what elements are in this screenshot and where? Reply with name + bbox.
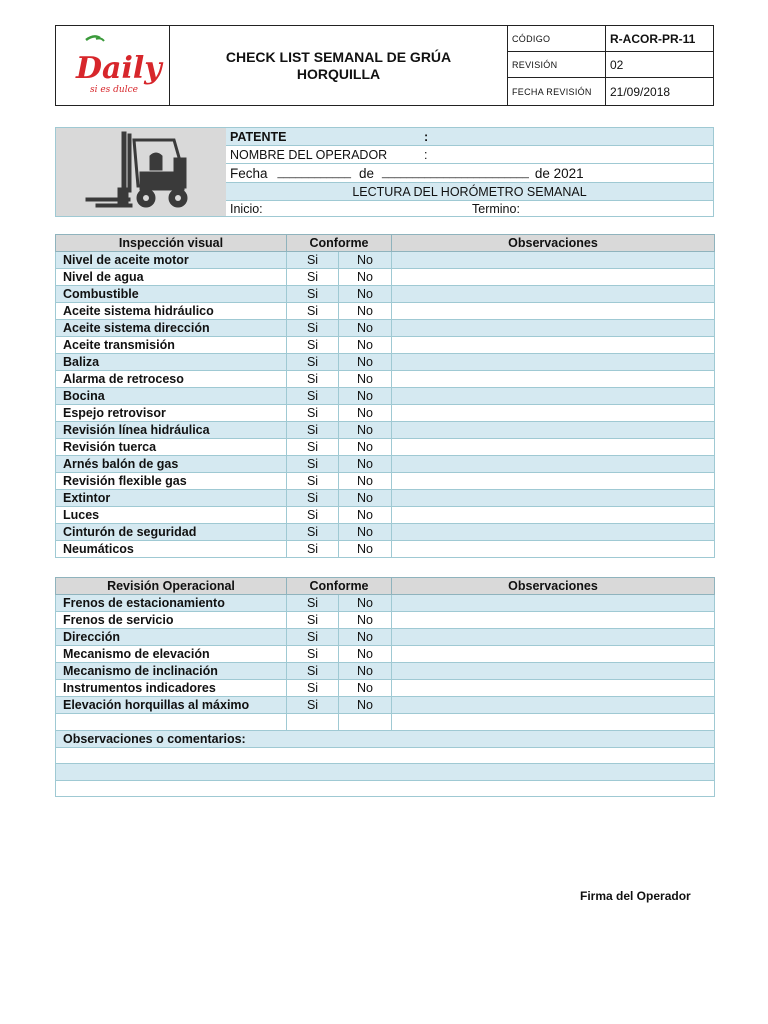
conforme-si-cell[interactable]: Si bbox=[287, 473, 339, 490]
fecha-year: de 2021 bbox=[534, 165, 584, 181]
operator-signature-label: Firma del Operador bbox=[580, 889, 691, 903]
comments-header-row bbox=[56, 730, 715, 747]
table-row bbox=[56, 507, 715, 524]
table-row bbox=[56, 490, 715, 507]
observaciones-cell[interactable] bbox=[392, 663, 715, 680]
table-row bbox=[56, 595, 715, 612]
checklist-item-label: Mecanismo de inclinación bbox=[56, 663, 287, 680]
conforme-si-cell[interactable]: Si bbox=[287, 595, 339, 612]
table-row bbox=[56, 714, 715, 731]
conforme-si-cell[interactable]: Si bbox=[287, 490, 339, 507]
comments-line[interactable] bbox=[56, 780, 715, 797]
forklift-icon bbox=[56, 128, 226, 216]
checklist-item-label: Nivel de aceite motor bbox=[56, 252, 287, 269]
observaciones-cell[interactable] bbox=[392, 697, 715, 714]
conforme-si-cell[interactable]: Si bbox=[287, 697, 339, 714]
table-row bbox=[56, 269, 715, 286]
logo-tagline: si es dulce bbox=[90, 85, 138, 95]
conforme-si-cell[interactable]: Si bbox=[287, 524, 339, 541]
checklist-item-label bbox=[56, 714, 287, 731]
table-header-row bbox=[56, 578, 715, 595]
fecha-row bbox=[226, 164, 713, 183]
termino-label: Termino: bbox=[472, 201, 520, 216]
conforme-si-cell[interactable]: Si bbox=[287, 629, 339, 646]
operador-label: NOMBRE DEL OPERADOR bbox=[230, 147, 388, 162]
document-meta bbox=[508, 26, 713, 105]
conforme-si-cell[interactable]: Si bbox=[287, 269, 339, 286]
document-header bbox=[55, 25, 714, 106]
meta-key: FECHA REVISIÓN bbox=[508, 78, 606, 105]
conforme-no-cell[interactable]: No bbox=[339, 388, 392, 405]
conforme-si-cell[interactable]: Si bbox=[287, 405, 339, 422]
conforme-si-cell[interactable]: Si bbox=[287, 337, 339, 354]
table-row bbox=[56, 422, 715, 439]
checklist-item-label: Espejo retrovisor bbox=[56, 405, 287, 422]
patente-label: PATENTE bbox=[230, 129, 287, 144]
table-row bbox=[56, 663, 715, 680]
checklist-item-label: Elevación horquillas al máximo bbox=[56, 697, 287, 714]
comments-line[interactable] bbox=[56, 747, 715, 764]
checklist-item-label: Frenos de estacionamiento bbox=[56, 595, 287, 612]
conforme-si-cell[interactable]: Si bbox=[287, 541, 339, 558]
meta-key: CÓDIGO bbox=[508, 26, 606, 51]
document-title: CHECK LIST SEMANAL DE GRÚA HORQUILLA bbox=[170, 26, 508, 105]
horometro-row bbox=[226, 183, 713, 201]
conforme-no-cell[interactable]: No bbox=[339, 629, 392, 646]
observaciones-cell[interactable] bbox=[392, 269, 715, 286]
conforme-no-cell[interactable]: No bbox=[339, 354, 392, 371]
checklist-item-label: Extintor bbox=[56, 490, 287, 507]
column-header-observaciones: Observaciones bbox=[392, 235, 715, 252]
observaciones-cell[interactable] bbox=[392, 337, 715, 354]
observaciones-cell[interactable] bbox=[392, 490, 715, 507]
checklist-item-label: Baliza bbox=[56, 354, 287, 371]
checklist-item-label: Alarma de retroceso bbox=[56, 371, 287, 388]
visual-inspection-table bbox=[55, 234, 715, 558]
column-header-conforme: Conforme bbox=[287, 578, 392, 595]
conforme-no-cell[interactable]: No bbox=[339, 541, 392, 558]
conforme-no-cell[interactable]: No bbox=[339, 595, 392, 612]
checklist-item-label: Arnés balón de gas bbox=[56, 456, 287, 473]
patente-colon: : bbox=[424, 129, 429, 144]
table-row bbox=[56, 252, 715, 269]
conforme-no-cell[interactable]: No bbox=[339, 663, 392, 680]
conforme-si-cell[interactable]: Si bbox=[287, 646, 339, 663]
conforme-si-cell[interactable]: Si bbox=[287, 456, 339, 473]
column-header-conforme: Conforme bbox=[287, 235, 392, 252]
observaciones-cell[interactable] bbox=[392, 524, 715, 541]
fecha-de: de bbox=[358, 165, 374, 181]
meta-value: R-ACOR-PR-11 bbox=[610, 31, 696, 46]
checklist-item-label: Instrumentos indicadores bbox=[56, 680, 287, 697]
checklist-item-label: Revisión flexible gas bbox=[56, 473, 287, 490]
horometro-label: LECTURA DEL HORÓMETRO SEMANAL bbox=[352, 184, 587, 199]
conforme-no-cell[interactable]: No bbox=[339, 252, 392, 269]
table-row bbox=[56, 680, 715, 697]
comments-label: Observaciones o comentarios: bbox=[56, 730, 715, 747]
observaciones-cell[interactable] bbox=[392, 252, 715, 269]
conforme-si-cell[interactable]: Si bbox=[287, 252, 339, 269]
comments-line-row bbox=[56, 764, 715, 781]
table-row bbox=[56, 388, 715, 405]
meta-key: REVISIÓN bbox=[508, 52, 606, 77]
conforme-si-cell[interactable]: Si bbox=[287, 388, 339, 405]
conforme-no-cell[interactable]: No bbox=[339, 286, 392, 303]
meta-row-codigo bbox=[508, 26, 713, 52]
conforme-no-cell[interactable]: No bbox=[339, 337, 392, 354]
table-row bbox=[56, 405, 715, 422]
conforme-si-cell[interactable]: Si bbox=[287, 371, 339, 388]
conforme-si-cell[interactable]: Si bbox=[287, 422, 339, 439]
conforme-no-cell[interactable]: No bbox=[339, 439, 392, 456]
conforme-no-cell[interactable]: No bbox=[339, 507, 392, 524]
checklist-item-label: Revisión tuerca bbox=[56, 439, 287, 456]
observaciones-cell[interactable] bbox=[392, 646, 715, 663]
checklist-item-label: Aceite sistema dirección bbox=[56, 320, 287, 337]
conforme-no-cell[interactable]: No bbox=[339, 490, 392, 507]
checklist-item-label: Bocina bbox=[56, 388, 287, 405]
table-row bbox=[56, 612, 715, 629]
checklist-item-label: Revisión línea hidráulica bbox=[56, 422, 287, 439]
observaciones-cell[interactable] bbox=[392, 388, 715, 405]
observaciones-cell[interactable] bbox=[392, 507, 715, 524]
conforme-no-cell[interactable] bbox=[339, 714, 392, 731]
conforme-no-cell[interactable]: No bbox=[339, 269, 392, 286]
conforme-no-cell[interactable]: No bbox=[339, 646, 392, 663]
observaciones-cell[interactable] bbox=[392, 714, 715, 731]
observaciones-cell[interactable] bbox=[392, 612, 715, 629]
conforme-si-cell[interactable]: Si bbox=[287, 439, 339, 456]
vehicle-info-block bbox=[55, 127, 714, 217]
table-row bbox=[56, 697, 715, 714]
inicio-termino-row bbox=[226, 201, 713, 216]
conforme-no-cell[interactable]: No bbox=[339, 697, 392, 714]
observaciones-cell[interactable] bbox=[392, 371, 715, 388]
meta-value: 02 bbox=[610, 57, 624, 72]
conforme-si-cell[interactable]: Si bbox=[287, 680, 339, 697]
conforme-no-cell[interactable]: No bbox=[339, 473, 392, 490]
comments-line-row bbox=[56, 747, 715, 764]
conforme-si-cell[interactable]: Si bbox=[287, 303, 339, 320]
observaciones-cell[interactable] bbox=[392, 422, 715, 439]
table-row bbox=[56, 354, 715, 371]
forklift-image bbox=[56, 128, 226, 216]
conforme-no-cell[interactable]: No bbox=[339, 371, 392, 388]
table-row bbox=[56, 541, 715, 558]
conforme-no-cell[interactable]: No bbox=[339, 612, 392, 629]
conforme-no-cell[interactable]: No bbox=[339, 422, 392, 439]
column-header-item: Revisión Operacional bbox=[56, 578, 287, 595]
table-row bbox=[56, 303, 715, 320]
observaciones-cell[interactable] bbox=[392, 456, 715, 473]
fecha-blank-mes: ________________________ bbox=[381, 167, 529, 179]
table-row bbox=[56, 456, 715, 473]
observaciones-cell[interactable] bbox=[392, 680, 715, 697]
conforme-no-cell[interactable]: No bbox=[339, 303, 392, 320]
logo-text: Daily bbox=[76, 51, 162, 86]
observaciones-cell[interactable] bbox=[392, 595, 715, 612]
conforme-no-cell[interactable]: No bbox=[339, 320, 392, 337]
checklist-item-label: Dirección bbox=[56, 629, 287, 646]
table-row bbox=[56, 337, 715, 354]
table-row bbox=[56, 371, 715, 388]
observaciones-cell[interactable] bbox=[392, 473, 715, 490]
column-header-observaciones: Observaciones bbox=[392, 578, 715, 595]
operador-row bbox=[226, 146, 713, 164]
conforme-si-cell[interactable]: Si bbox=[287, 354, 339, 371]
meta-row-revision bbox=[508, 52, 713, 78]
comments-line-row bbox=[56, 780, 715, 797]
checklist-item-label: Mecanismo de elevación bbox=[56, 646, 287, 663]
meta-value: 21/09/2018 bbox=[610, 84, 671, 99]
conforme-no-cell[interactable]: No bbox=[339, 524, 392, 541]
table-row bbox=[56, 320, 715, 337]
checklist-item-label: Cinturón de seguridad bbox=[56, 524, 287, 541]
table-row bbox=[56, 439, 715, 456]
table-row bbox=[56, 629, 715, 646]
inicio-label: Inicio: bbox=[230, 201, 263, 216]
operational-review-table bbox=[55, 577, 715, 797]
table-row bbox=[56, 286, 715, 303]
conforme-si-cell[interactable]: Si bbox=[287, 612, 339, 629]
observaciones-cell[interactable] bbox=[392, 405, 715, 422]
checklist-item-label: Frenos de servicio bbox=[56, 612, 287, 629]
checklist-item-label: Luces bbox=[56, 507, 287, 524]
conforme-si-cell[interactable]: Si bbox=[287, 663, 339, 680]
observaciones-cell[interactable] bbox=[392, 286, 715, 303]
checklist-item-label: Neumáticos bbox=[56, 541, 287, 558]
company-logo bbox=[56, 26, 170, 105]
conforme-si-cell[interactable] bbox=[287, 714, 339, 731]
observaciones-cell[interactable] bbox=[392, 303, 715, 320]
comments-line[interactable] bbox=[56, 764, 715, 781]
checklist-item-label: Aceite sistema hidráulico bbox=[56, 303, 287, 320]
conforme-si-cell[interactable]: Si bbox=[287, 320, 339, 337]
table-header-row bbox=[56, 235, 715, 252]
conforme-si-cell[interactable]: Si bbox=[287, 507, 339, 524]
table-row bbox=[56, 646, 715, 663]
table-row bbox=[56, 524, 715, 541]
conforme-no-cell[interactable]: No bbox=[339, 456, 392, 473]
conforme-no-cell[interactable]: No bbox=[339, 680, 392, 697]
conforme-si-cell[interactable]: Si bbox=[287, 286, 339, 303]
daily-logo-icon bbox=[56, 26, 168, 104]
checklist-item-label: Combustible bbox=[56, 286, 287, 303]
column-header-item: Inspección visual bbox=[56, 235, 287, 252]
operador-colon: : bbox=[424, 147, 428, 162]
checklist-item-label: Aceite transmisión bbox=[56, 337, 287, 354]
table-row bbox=[56, 473, 715, 490]
fecha-blank-dia: ____________ bbox=[277, 167, 351, 179]
meta-row-fecha-revision bbox=[508, 78, 713, 105]
checklist-item-label: Nivel de agua bbox=[56, 269, 287, 286]
observaciones-cell[interactable] bbox=[392, 541, 715, 558]
observaciones-cell[interactable] bbox=[392, 320, 715, 337]
observaciones-cell[interactable] bbox=[392, 629, 715, 646]
observaciones-cell[interactable] bbox=[392, 354, 715, 371]
patente-row bbox=[226, 128, 713, 146]
observaciones-cell[interactable] bbox=[392, 439, 715, 456]
conforme-no-cell[interactable]: No bbox=[339, 405, 392, 422]
fecha-label: Fecha bbox=[230, 165, 268, 181]
